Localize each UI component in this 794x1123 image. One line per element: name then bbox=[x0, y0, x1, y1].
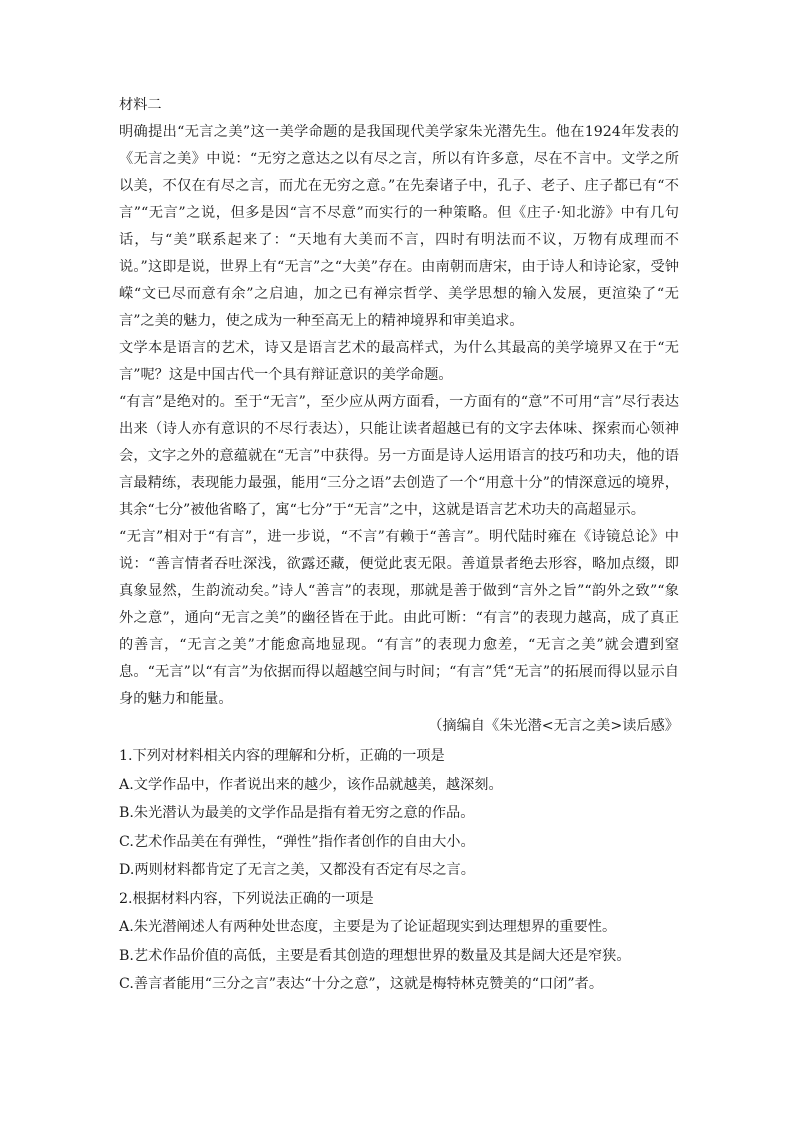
question-2-option-c: C.善言者能用“三分之言”表达“十分之意”，这就是梅特林克赞美的“口闭”者。 bbox=[119, 976, 604, 992]
question-1-option-c: C.艺术作品美在有弹性，“弹性”指作者创作的自由大小。 bbox=[119, 833, 475, 850]
question-2-option-a: A.朱光潜阐述人有两种处世态度，主要是为了论证超现实到达理想界的重要性。 bbox=[119, 919, 617, 935]
material-heading: 材料二 bbox=[119, 97, 162, 113]
paragraph-1: 明确提出“无言之美”这一美学命题的是我国现代美学家朱光潜先生。他在1924年发表的《无言之美》中说：“无穷之意达之以有尽之言，所以有许多意，尽在不言中。文学之所以美，不仅在有尽之言，而尤在无穷之意。”在先秦诸子中，孔子、老子、庄子都已有“不言”“无言”之说，但多是因“言不尽意”而实行的一种策略。但《庄子·知北游》中有几句话，与“美”联系起来了：“天地有大美而不言，四时有明法而不议，万物有成理而不说。”这即是说，世界上有“无言”之“大美”存在。由南朝而唐宋，由于诗人和诗论家，受钟嵘“文已尽而意有余”之启迪，加之已有禅宗哲学、美学思想的输入发展，更渲染了“无言”之美的魅力，使之成为一种至高无上的精神境界和审美追求。 bbox=[119, 124, 679, 329]
question-2-stem: 2.根据材料内容，下列说法正确的一项是 bbox=[119, 890, 374, 907]
paragraph-4: “无言”相对于“有言”，进一步说，“不言”有赖于“善言”。明代陆时雍在《诗镜总论》中说：“善言情者吞吐深浅，欲露还藏，便觉此衷无限。善道景者绝去形容，略加点缀，即真象显然，生韵流动矣。”诗人“善言”的表现，那就是善于做到“言外之旨”“韵外之致”“象外之意”，通向“无言之美”的幽径皆在于此。由此可断：“有言”的表现力越高，成了真正的善言，“无言之美”才能愈高地显现。“有言”的表现力愈差，“无言之美”就会遭到窒息。“无言”以“有言”为依据而得以超越空间与时间；“有言”凭“无言”的拓展而得以显示自身的魅力和能量。 bbox=[119, 529, 679, 707]
source-citation: （摘编自《朱光潜<无言之美>读后感》 bbox=[428, 718, 679, 734]
question-2-option-b: B.艺术作品价值的高低，主要是看其创造的理想世界的数量及其是阔大还是窄狭。 bbox=[119, 947, 631, 964]
question-1-option-b: B.朱光潜认为最美的文学作品是指有着无穷之意的作品。 bbox=[119, 805, 475, 821]
question-1-option-a: A.文学作品中，作者说出来的越少，该作品就越美，越深刻。 bbox=[119, 776, 503, 793]
document-page bbox=[119, 92, 679, 999]
questions-section bbox=[119, 742, 679, 999]
question-1-stem: 1.下列对材料相关内容的理解和分析，正确的一项是 bbox=[119, 748, 445, 764]
paragraph-3: “有言”是绝对的。至于“无言”，至少应从两方面看，一方面有的“意”不可用“言”尽行表达出来（诗人亦有意识的不尽行表达），只能让读者超越已有的文字去体味、探索而心领神会，文字之外的意蕴就在“无言”中获得。另一方面是诗人运用语言的技巧和功夫，他的语言最精练，表现能力最强，能用“三分之语”去创造了一个“用意十分”的情深意远的境界，其余“七分”被他省略了，寓“七分”于“无言”之中，这就是语言艺术功夫的高超显示。 bbox=[119, 394, 679, 518]
question-1-option-d: D.两则材料都肯定了无言之美，又都没有否定有尽之言。 bbox=[119, 862, 475, 878]
paragraph-2: 文学本是语言的艺术，诗又是语言艺术的最高样式，为什么其最高的美学境界又在于“无言”呢？这是中国古代一个具有辩证意识的美学命题。 bbox=[119, 340, 679, 383]
